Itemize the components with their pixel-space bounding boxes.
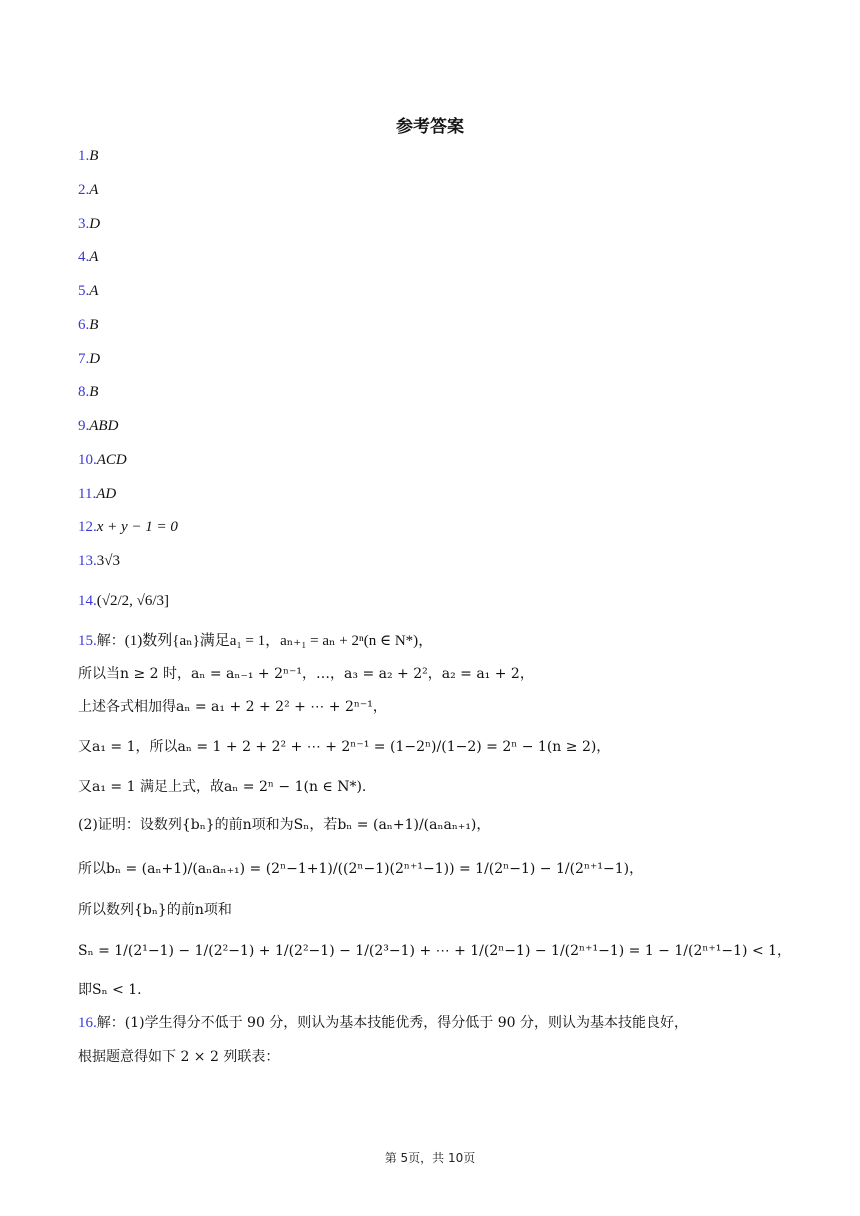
answer-8: 8.B	[78, 384, 99, 400]
answer-13: 13.3√3	[78, 553, 120, 569]
answer-6: 6.B	[78, 317, 99, 333]
answer-4: 4.A	[78, 249, 99, 265]
page-title: 参考答案	[396, 117, 464, 137]
q15-line-1: 15.解：(1)数列{aₙ}满足a₁ = 1，aₙ₊₁ = aₙ + 2ⁿ(n ∈ N*)，	[78, 633, 434, 649]
answer-5: 5.A	[78, 283, 99, 299]
answer-12: 12.x + y − 1 = 0	[78, 519, 178, 535]
q15-line-8: 所以数列{bₙ}的前n项和	[78, 902, 232, 918]
answer-1: 1.B	[78, 148, 99, 164]
q15-line-9: Sₙ = 1/(2¹−1) − 1/(2²−1) + 1/(2²−1) − 1/(2³−1) + ⋯ + 1/(2ⁿ−1) − 1/(2ⁿ⁺¹−1) = 1 − 1/(2ⁿ⁺¹−1) < 1，	[78, 943, 792, 959]
answer-10: 10.ACD	[78, 452, 127, 468]
q15-line-4: 又a₁ = 1，所以aₙ = 1 + 2 + 2² + ⋯ + 2ⁿ⁻¹ = (1−2ⁿ)/(1−2) = 2ⁿ − 1(n ≥ 2)，	[78, 739, 611, 755]
q16-line-1: 16.解：(1)学生得分不低于 90 分，则认为基本技能优秀，得分低于 90 分，则认为基本技能良好，	[78, 1015, 689, 1031]
q15-line-2: 所以当n ≥ 2 时，aₙ = aₙ₋₁ + 2ⁿ⁻¹，…，a₃ = a₂ + 2²，a₂ = a₁ + 2，	[78, 666, 534, 682]
answer-3: 3.D	[78, 216, 101, 232]
q15-line-10: 即Sₙ < 1.	[78, 982, 142, 998]
q15-line-7: 所以bₙ = (aₙ+1)/(aₙaₙ₊₁) = (2ⁿ−1+1)/((2ⁿ−1)(2ⁿ⁺¹−1)) = 1/(2ⁿ−1) − 1/(2ⁿ⁺¹−1)，	[78, 861, 644, 877]
answer-2: 2.A	[78, 182, 99, 198]
answer-7: 7.D	[78, 351, 101, 367]
page-footer: 第 5页，共 10页	[384, 1151, 476, 1165]
answer-11: 11.AD	[78, 486, 117, 502]
q15-line-5: 又a₁ = 1 满足上式，故aₙ = 2ⁿ − 1(n ∈ N*).	[78, 779, 367, 795]
q16-line-2: 根据题意得如下 2 × 2 列联表：	[78, 1049, 280, 1065]
q15-line-6: (2)证明：设数列{bₙ}的前n项和为Sₙ，若bₙ = (aₙ+1)/(aₙaₙ₊₁)，	[78, 817, 491, 833]
answer-9: 9.ABD	[78, 418, 119, 434]
q15-line-3: 上述各式相加得aₙ = a₁ + 2 + 2² + ⋯ + 2ⁿ⁻¹，	[78, 699, 387, 715]
answer-14: 14.(√2/2, √6/3]	[78, 593, 170, 609]
